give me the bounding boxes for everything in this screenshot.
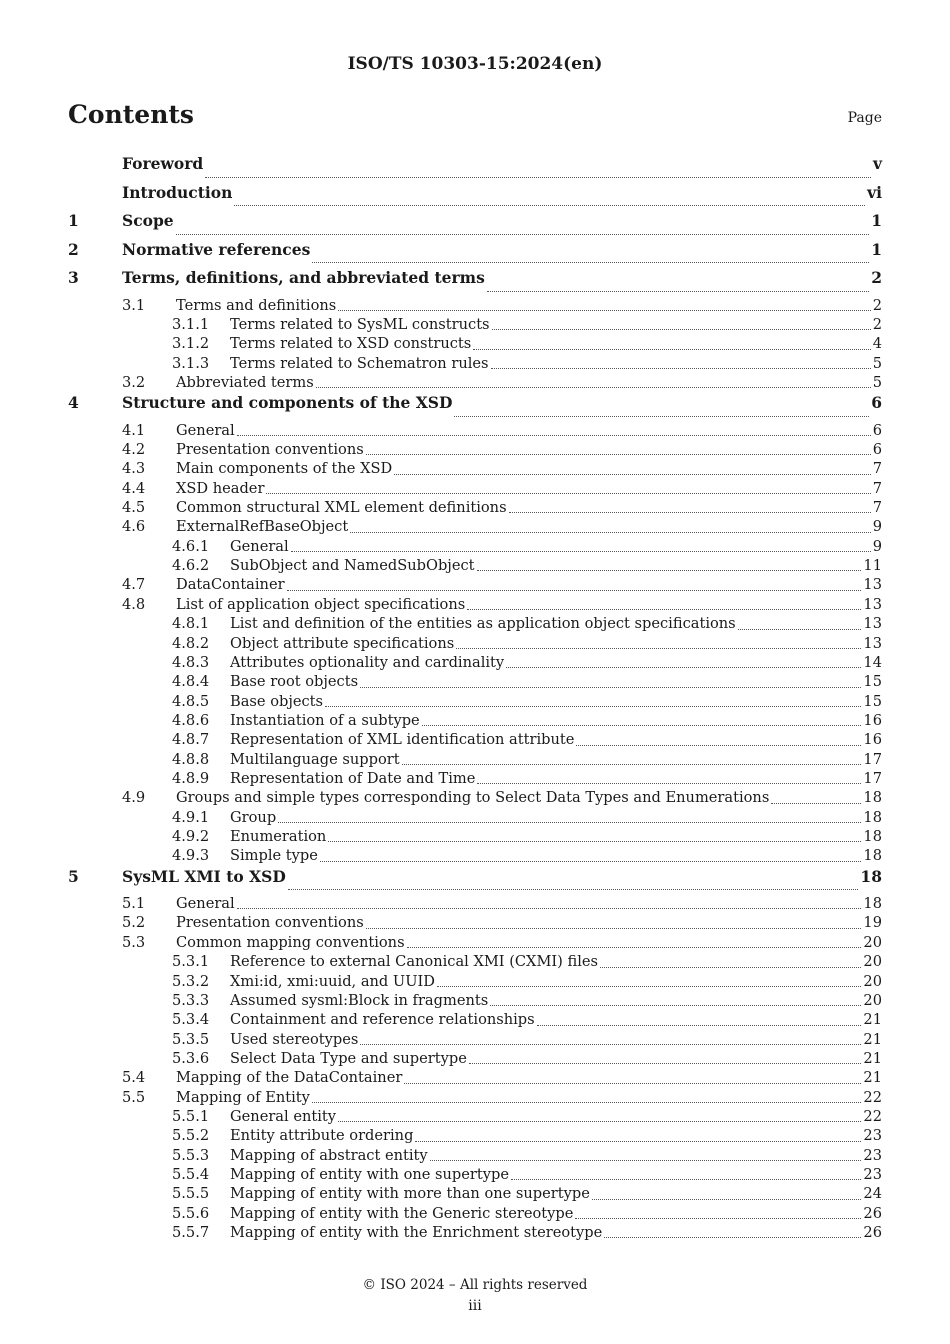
toc-entry-number: 4.6.2 (172, 557, 210, 575)
dot-leader (320, 861, 862, 862)
toc-entry-title[interactable]: General (230, 537, 289, 555)
toc-entry[interactable] (68, 1011, 882, 1030)
toc-entry-title[interactable]: Mapping of abstract entity (230, 1146, 428, 1164)
toc-entry-number: 5.5.6 (172, 1204, 210, 1222)
toc-entry-number: 5.2 (122, 914, 146, 932)
toc-entry-page[interactable]: 5 (872, 354, 882, 372)
toc-entry-title[interactable]: Containment and reference relationships (230, 1011, 535, 1029)
toc-entry-page[interactable]: 6 (872, 421, 882, 439)
dot-leader (477, 783, 861, 784)
toc-entry-title[interactable]: General (176, 421, 235, 439)
toc-entry[interactable] (68, 1147, 882, 1166)
toc-entry-page[interactable]: 7 (872, 479, 882, 497)
toc-entry[interactable] (68, 789, 882, 808)
toc-entry-title[interactable]: General entity (230, 1107, 336, 1125)
toc-entry[interactable] (68, 973, 882, 992)
toc-entry-page[interactable]: 20 (863, 972, 882, 990)
toc-entry-number: 4.9.1 (172, 808, 210, 826)
toc-entry-title[interactable]: General (176, 895, 235, 913)
toc-entry-number: 4.7 (122, 576, 146, 594)
toc-entry-number: 4.8.3 (172, 653, 210, 671)
toc-entry-number: 5.5.3 (172, 1146, 210, 1164)
dot-leader (422, 725, 862, 726)
toc-entry[interactable] (68, 1185, 882, 1204)
toc-entry[interactable] (68, 673, 882, 692)
toc-entry-number: 5.3 (122, 933, 146, 951)
dot-leader (312, 262, 869, 263)
toc-entry-title[interactable]: Structure and components of the XSD (122, 393, 453, 413)
dot-leader (477, 570, 862, 571)
toc-entry-title[interactable]: Base root objects (230, 673, 359, 691)
dot-leader (407, 947, 862, 948)
toc-entry-page[interactable]: 1 (871, 211, 882, 230)
toc-entry-number: 4.8 (122, 595, 146, 613)
toc-entry-page[interactable]: 15 (863, 692, 882, 710)
toc-entry-number: 2 (68, 239, 79, 259)
toc-entry[interactable] (68, 557, 882, 576)
toc-entry-page[interactable]: 6 (871, 393, 882, 413)
dot-leader (490, 1005, 861, 1006)
toc-entry[interactable] (68, 635, 882, 654)
toc-entry-page[interactable]: 9 (872, 518, 882, 536)
toc-entry[interactable] (68, 596, 882, 615)
toc-entry-page[interactable]: 7 (872, 499, 882, 517)
toc-entry-title[interactable]: Instantiation of a subtype (230, 711, 420, 729)
toc-entry-title[interactable]: Terms related to SysML constructs (230, 315, 490, 333)
dot-leader (176, 234, 870, 235)
toc-entry-number: 5.3.6 (172, 1049, 210, 1067)
toc-entry-number: 4.8.7 (172, 731, 210, 749)
toc-entry[interactable] (68, 847, 882, 866)
toc-entry-number: 3.1.3 (172, 354, 210, 372)
toc-entry[interactable] (68, 953, 882, 972)
table-of-contents (68, 154, 882, 1243)
toc-entry[interactable] (68, 615, 882, 634)
toc-entry[interactable] (68, 1089, 882, 1108)
toc-entry-title[interactable]: DataContainer (176, 576, 285, 594)
toc-entry[interactable] (68, 751, 882, 770)
dot-leader (469, 1063, 862, 1064)
toc-entry-number: 4.9.2 (172, 827, 210, 845)
toc-entry-page[interactable]: 2 (871, 268, 882, 287)
toc-entry-number: 5.3.4 (172, 1011, 210, 1029)
toc-entry-number: 4.9 (122, 789, 146, 807)
footer-page-number: iii (468, 1298, 482, 1314)
dot-leader (467, 609, 861, 610)
toc-entry-page[interactable]: v (872, 154, 882, 173)
dot-leader (600, 967, 861, 968)
toc-entry[interactable] (68, 1050, 882, 1069)
toc-entry-number: 3.1 (122, 296, 146, 314)
toc-entry-title[interactable]: Multilanguage support (230, 750, 400, 768)
dot-leader (360, 687, 861, 688)
toc-entry-number: 4.3 (122, 460, 146, 478)
toc-entry-page[interactable]: 13 (863, 595, 882, 613)
toc-entry-title[interactable]: Base objects (230, 692, 324, 710)
toc-entry[interactable] (68, 576, 882, 595)
dot-leader (266, 493, 870, 494)
dot-leader (592, 1199, 862, 1200)
toc-entry-number: 5.3.2 (172, 972, 210, 990)
toc-entry[interactable] (68, 1166, 882, 1185)
toc-entry-page[interactable]: 7 (872, 460, 882, 478)
toc-entry-title[interactable]: SubObject and NamedSubObject (230, 557, 475, 575)
toc-entry[interactable] (68, 518, 882, 537)
dot-leader (234, 205, 865, 206)
toc-entry-page[interactable]: 13 (863, 634, 882, 652)
toc-entry-number: 5.5.2 (172, 1127, 210, 1145)
dot-leader (576, 745, 861, 746)
toc-entry-title[interactable]: Simple type (230, 847, 318, 865)
toc-entry[interactable] (68, 154, 882, 183)
toc-entry[interactable] (68, 693, 882, 712)
toc-entry-number: 4 (68, 393, 79, 413)
toc-entry[interactable] (68, 867, 882, 896)
toc-entry-title[interactable]: Attributes optionality and cardinality (230, 653, 505, 671)
toc-entry-page[interactable]: 11 (863, 557, 882, 575)
toc-entry-number: 4.5 (122, 499, 146, 517)
toc-entry-number: 3.1.1 (172, 315, 210, 333)
toc-entry-number: 3.1.2 (172, 335, 210, 353)
toc-entry-title[interactable]: List and definition of the entities as application object specifications (230, 615, 736, 633)
dot-leader (237, 908, 862, 909)
dot-leader (291, 551, 871, 552)
dot-leader (237, 435, 871, 436)
toc-entry[interactable] (68, 422, 882, 441)
dot-leader (537, 1025, 862, 1026)
toc-entry-number: 4.8.4 (172, 673, 210, 691)
toc-entry-page[interactable]: 16 (863, 711, 882, 729)
dot-leader (509, 512, 871, 513)
dot-leader (404, 1083, 861, 1084)
toc-entry-number: 4.8.5 (172, 692, 210, 710)
toc-entry-page[interactable]: 1 (871, 239, 882, 259)
toc-entry-number: 5.5.5 (172, 1185, 210, 1203)
toc-entry-title[interactable]: Mapping of entity with one supertype (230, 1165, 509, 1183)
toc-entry[interactable] (68, 183, 882, 212)
toc-entry[interactable] (68, 211, 882, 240)
toc-entry-page[interactable]: 2 (872, 296, 882, 314)
toc-entry[interactable] (68, 441, 882, 460)
toc-entry-title[interactable]: Scope (122, 211, 174, 230)
toc-entry-title[interactable]: Terms related to XSD constructs (230, 335, 472, 353)
dot-leader (325, 706, 861, 707)
toc-entry-page[interactable]: 21 (863, 1069, 882, 1087)
toc-entry[interactable] (68, 538, 882, 557)
toc-entry-page[interactable]: 5 (872, 373, 882, 391)
toc-entry-page[interactable]: 17 (863, 750, 882, 768)
dot-leader (473, 349, 870, 350)
toc-entry[interactable] (68, 731, 882, 750)
dot-leader (278, 822, 861, 823)
dot-leader (288, 889, 859, 890)
toc-entry-title[interactable]: Terms and definitions (176, 296, 337, 314)
toc-entry-title[interactable]: List of application object specifications (176, 595, 466, 613)
toc-entry-number: 5.3.3 (172, 991, 210, 1009)
toc-entry-title[interactable]: Normative references (122, 239, 311, 259)
toc-entry-title[interactable]: Entity attribute ordering (230, 1127, 414, 1145)
toc-entry-number: 5.5.1 (172, 1107, 210, 1125)
toc-entry-title[interactable]: Introduction (122, 182, 233, 202)
toc-entry-title[interactable]: Groups and simple types corresponding to Select Data Types and Enumerations (176, 789, 770, 807)
toc-entry-title[interactable]: Presentation conventions (176, 441, 364, 459)
toc-entry[interactable] (68, 1224, 882, 1243)
toc-entry-page[interactable]: 21 (863, 1030, 882, 1048)
toc-entry-number: 4.8.2 (172, 634, 210, 652)
toc-entry-page[interactable]: 26 (863, 1204, 882, 1222)
dot-leader (771, 803, 861, 804)
toc-entry-title[interactable]: Select Data Type and supertype (230, 1049, 467, 1067)
toc-entry-page[interactable]: 26 (863, 1223, 882, 1241)
toc-entry-number: 5 (68, 866, 79, 886)
toc-entry-number: 5.3.5 (172, 1030, 210, 1048)
toc-entry-title[interactable]: Mapping of Entity (176, 1088, 310, 1106)
toc-entry-title[interactable]: Reference to external Canonical XMI (CXMI) files (230, 953, 599, 971)
toc-entry-title[interactable]: Assumed sysml:Block in fragments (230, 991, 489, 1009)
toc-entry-title[interactable]: Terms related to Schematron rules (230, 354, 489, 372)
toc-entry-page[interactable]: 19 (863, 914, 882, 932)
toc-entry-title[interactable]: Common structural XML element definitions (176, 499, 507, 517)
toc-entry-title[interactable]: Xmi:id, xmi:uuid, and UUID (230, 972, 435, 990)
toc-entry-number: 3.2 (122, 373, 146, 391)
document-id-header: ISO/TS 10303-15:2024(en) (347, 54, 603, 74)
toc-entry[interactable] (68, 654, 882, 673)
toc-entry-page[interactable]: 17 (863, 769, 882, 787)
toc-entry[interactable] (68, 992, 882, 1011)
dot-leader (394, 474, 871, 475)
dot-leader (454, 416, 869, 417)
toc-entry-title[interactable]: Mapping of entity with the Enrichment stereotype (230, 1223, 603, 1241)
contents-title: Contents (68, 100, 195, 129)
toc-entry[interactable] (68, 480, 882, 499)
toc-entry[interactable] (68, 268, 882, 297)
toc-entry-number: 5.4 (122, 1069, 146, 1087)
toc-entry-page[interactable]: 13 (863, 615, 882, 633)
toc-entry-page[interactable]: 4 (872, 335, 882, 353)
toc-entry-number: 5.3.1 (172, 953, 210, 971)
toc-entry[interactable] (68, 895, 882, 914)
toc-entry-title[interactable]: ExternalRefBaseObject (176, 518, 349, 536)
toc-entry[interactable] (68, 1108, 882, 1127)
dot-leader (338, 1121, 861, 1122)
dot-leader (492, 329, 871, 330)
toc-entry-page[interactable]: 22 (863, 1088, 882, 1106)
toc-entry-page[interactable]: 18 (863, 895, 882, 913)
toc-entry-page[interactable]: 18 (863, 808, 882, 826)
toc-entry-page[interactable]: 21 (863, 1049, 882, 1067)
toc-entry[interactable] (68, 355, 882, 374)
dot-leader (350, 532, 870, 533)
toc-entry-number: 5.5.7 (172, 1223, 210, 1241)
toc-entry-number: 4.6.1 (172, 537, 210, 555)
dot-leader (430, 1160, 862, 1161)
toc-entry-page[interactable]: 18 (860, 866, 882, 886)
toc-entry[interactable] (68, 335, 882, 354)
toc-entry-page[interactable]: vi (867, 182, 882, 202)
toc-entry[interactable] (68, 914, 882, 933)
dot-leader (491, 368, 871, 369)
toc-entry-title[interactable]: Enumeration (230, 827, 327, 845)
toc-entry[interactable] (68, 712, 882, 731)
toc-entry-page[interactable]: 23 (863, 1165, 882, 1183)
toc-entry[interactable] (68, 316, 882, 335)
toc-entry-title[interactable]: Foreword (122, 154, 204, 173)
toc-entry-number: 4.4 (122, 479, 146, 497)
toc-entry[interactable] (68, 770, 882, 789)
toc-entry-number: 5.5.4 (172, 1165, 210, 1183)
toc-entry-number: 5.5 (122, 1088, 146, 1106)
toc-entry-page[interactable]: 22 (863, 1107, 882, 1125)
toc-entry-page[interactable]: 18 (863, 847, 882, 865)
toc-entry[interactable] (68, 297, 882, 316)
dot-leader (575, 1218, 861, 1219)
toc-entry-number: 1 (68, 211, 79, 230)
toc-entry-title[interactable]: Object attribute specifications (230, 634, 455, 652)
toc-entry-number: 4.8.6 (172, 711, 210, 729)
toc-entry-page[interactable]: 23 (863, 1127, 882, 1145)
toc-entry[interactable] (68, 828, 882, 847)
toc-entry-number: 4.9.3 (172, 847, 210, 865)
toc-entry[interactable] (68, 374, 882, 393)
toc-entry-number: 4.8.8 (172, 750, 210, 768)
dot-leader (338, 310, 870, 311)
toc-entry-page[interactable]: 2 (872, 315, 882, 333)
dot-leader (328, 841, 861, 842)
dot-leader (316, 387, 871, 388)
toc-entry-title[interactable]: Terms, definitions, and abbreviated terms (122, 268, 485, 287)
toc-entry-title[interactable]: Representation of XML identification attribute (230, 731, 575, 749)
toc-entry[interactable] (68, 499, 882, 518)
toc-entry-number: 5.1 (122, 895, 146, 913)
toc-entry-page[interactable]: 20 (863, 953, 882, 971)
dot-leader (437, 986, 861, 987)
dot-leader (415, 1141, 861, 1142)
toc-entry-title[interactable]: Mapping of entity with the Generic stereotype (230, 1204, 574, 1222)
toc-entry-title[interactable]: Common mapping conventions (176, 933, 405, 951)
toc-entry-number: 4.8.1 (172, 615, 210, 633)
footer-copyright: © ISO 2024 – All rights reserved (362, 1277, 588, 1293)
dot-leader (287, 590, 862, 591)
toc-entry[interactable] (68, 809, 882, 828)
dot-leader (312, 1102, 862, 1103)
toc-entry-number: 4.8.9 (172, 769, 210, 787)
toc-entry[interactable] (68, 1127, 882, 1146)
dot-leader (506, 667, 861, 668)
toc-entry-title[interactable]: SysML XMI to XSD (122, 866, 286, 886)
toc-entry-title[interactable]: Presentation conventions (176, 914, 364, 932)
toc-entry-title[interactable]: Group (230, 808, 277, 826)
toc-entry[interactable] (68, 460, 882, 479)
toc-entry-title[interactable]: Mapping of the DataContainer (176, 1069, 403, 1087)
dot-leader (511, 1179, 861, 1180)
toc-entry-page[interactable]: 16 (863, 731, 882, 749)
dot-leader (604, 1237, 861, 1238)
toc-entry-page[interactable]: 13 (863, 576, 882, 594)
toc-entry[interactable] (68, 1205, 882, 1224)
page-column-label: Page (847, 110, 882, 126)
toc-entry-page[interactable]: 14 (863, 653, 882, 671)
toc-entry-title[interactable]: Mapping of entity with more than one supertype (230, 1185, 590, 1203)
toc-entry[interactable] (68, 1031, 882, 1050)
toc-entry[interactable] (68, 240, 882, 269)
toc-entry-page[interactable]: 20 (863, 991, 882, 1009)
toc-entry-title[interactable]: Main components of the XSD (176, 460, 393, 478)
toc-entry-number: 4.1 (122, 421, 146, 439)
dot-leader (360, 1044, 861, 1045)
dot-leader (366, 928, 862, 929)
toc-entry-title[interactable]: Abbreviated terms (176, 373, 314, 391)
toc-entry-title[interactable]: Representation of Date and Time (230, 769, 476, 787)
toc-entry-page[interactable]: 15 (863, 673, 882, 691)
toc-entry-page[interactable]: 6 (872, 441, 882, 459)
toc-entry[interactable] (68, 393, 882, 422)
toc-entry-page[interactable]: 24 (863, 1185, 882, 1203)
dot-leader (487, 291, 869, 292)
dot-leader (402, 764, 862, 765)
toc-entry-number: 4.2 (122, 441, 146, 459)
toc-entry-number: 3 (68, 268, 79, 287)
toc-entry-number: 4.6 (122, 518, 146, 536)
toc-entry-page[interactable]: 9 (872, 537, 882, 555)
toc-entry[interactable] (68, 1069, 882, 1088)
toc-entry-title[interactable]: Used stereotypes (230, 1030, 359, 1048)
dot-leader (205, 177, 871, 178)
toc-entry-page[interactable]: 20 (863, 933, 882, 951)
toc-entry[interactable] (68, 934, 882, 953)
dot-leader (366, 454, 871, 455)
toc-entry-page[interactable]: 18 (863, 789, 882, 807)
toc-entry-page[interactable]: 21 (863, 1011, 882, 1029)
toc-entry-page[interactable]: 18 (863, 827, 882, 845)
toc-entry-title[interactable]: XSD header (176, 479, 265, 497)
toc-entry-page[interactable]: 23 (863, 1146, 882, 1164)
dot-leader (738, 629, 862, 630)
dot-leader (456, 648, 861, 649)
